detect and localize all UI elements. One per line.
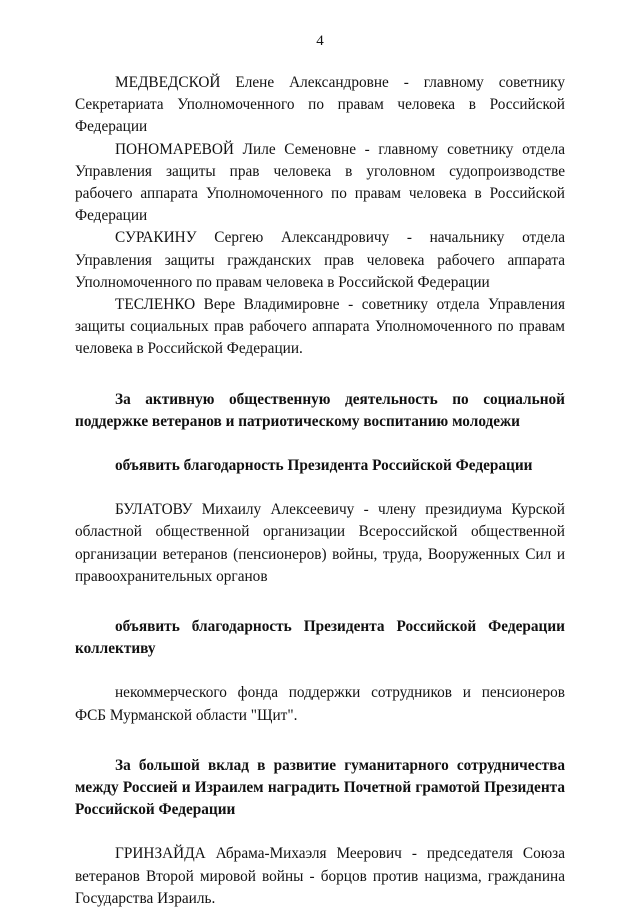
gratitude-heading-president: объявить благодарность Президента Российской Федерации: [115, 457, 533, 475]
section-heading-veterans-support: За активную общественную деятельность по социальной поддержке ветеранов и патриотическому воспитанию молодежи: [75, 390, 565, 430]
award-entry-bulatov: БУЛАТОВУ Михаилу Алексеевичу - члену президиума Курской областной общественной организации Всероссийской общественной организации ветеранов (пенсионеров) войны, труда, Вооруженных Сил и правоохранительных органов: [75, 501, 565, 585]
award-entry-ponomareva: ПОНОМАРЕВОЙ Лиле Семеновне - главному советнику отдела Управления защиты прав человека в уголовном судопроизводстве рабочего аппарата Уполномоченного по правам человека в Российской Федерации: [75, 140, 565, 225]
page-number: 4: [316, 33, 324, 49]
award-entry-surakin: СУРАКИНУ Сергею Александровичу - начальнику отдела Управления защиты гражданских прав человека рабочего аппарата Уполномоченного по правам человека в Российской Федерации: [75, 229, 565, 291]
award-entry-teslenko: ТЕСЛЕНКО Вере Владимировне - советнику отдела Управления защиты социальных прав рабочего аппарата Уполномоченного по правам человека в Российской Федерации.: [75, 296, 565, 358]
award-entry-shchit-fund: некоммерческого фонда поддержки сотрудников и пенсионеров ФСБ Мурманской области "Щит".: [75, 684, 565, 724]
award-entry-medvedskaya: МЕДВЕДСКОЙ Елене Александровне - главному советнику Секретариата Уполномоченного по правам человека в Российской Федерации: [75, 74, 565, 136]
gratitude-heading-collective: объявить благодарность Президента Российской Федерации коллективу: [75, 618, 565, 658]
award-entry-grinzaid: ГРИНЗАЙДА Абрама-Михаэля Меерович - председателя Союза ветеранов Второй мировой войны - борцов против нацизма, гражданина Государства Израиль.: [75, 845, 565, 907]
document-body: [75, 72, 565, 910]
section-heading-humanitarian-cooperation: За большой вклад в развитие гуманитарного сотрудничества между Россией и Израилем наградить Почетной грамотой Президента Российской Федерации: [75, 756, 565, 819]
